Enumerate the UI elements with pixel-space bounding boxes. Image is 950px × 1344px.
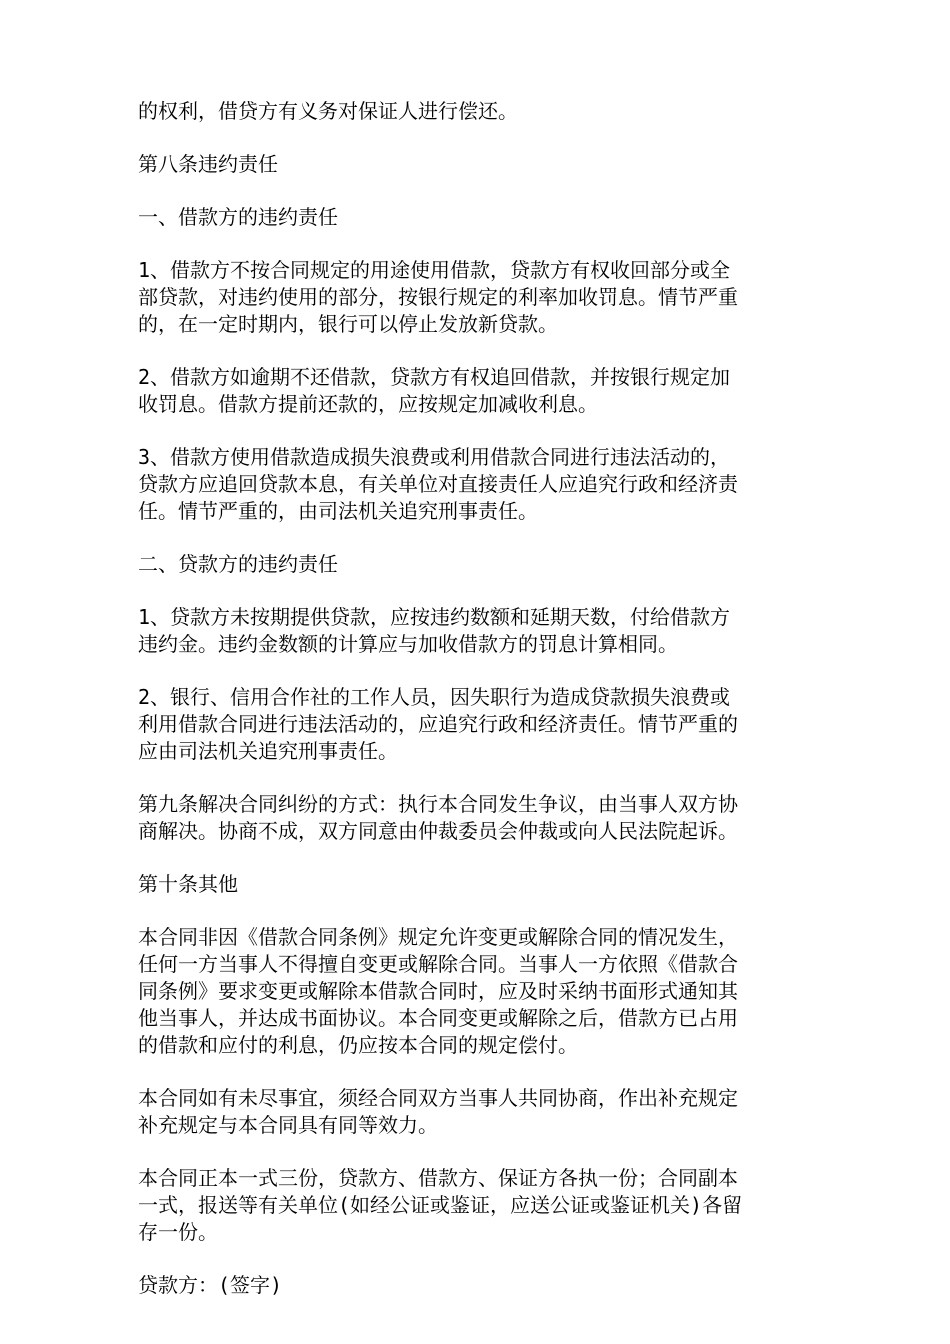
paragraph-line: 的权利，借贷方有义务对保证人进行偿还。 [138,99,518,123]
paragraph-line: 1、贷款方未按期提供贷款，应按违约数额和延期天数，付给借款方 [138,605,731,629]
document-paragraph [138,151,818,178]
document-paragraph [138,98,818,125]
paragraph-line: 本合同正本一式三份，贷款方、借款方、保证方各执一份；合同副本 [138,1166,738,1190]
paragraph-line: 3、借款方使用借款造成损失浪费或利用借款合同进行违法活动的， [138,445,731,469]
paragraph-line: 第八条违约责任 [138,152,278,176]
paragraph-line: 应由司法机关追究刑事责任。 [138,739,398,763]
paragraph-line: 任何一方当事人不得擅自变更或解除合同。当事人一方依照《借款合 [138,952,738,976]
document-paragraph [138,257,818,338]
paragraph-line: 1、借款方不按合同规定的用途使用借款，贷款方有权收回部分或全 [138,258,731,282]
paragraph-line: 违约金。违约金数额的计算应与加收借款方的罚息计算相同。 [138,632,678,656]
document-paragraph [138,871,818,898]
paragraph-line: 2、银行、信用合作社的工作人员，因失职行为造成贷款损失浪费或 [138,685,731,709]
paragraph-line: 一、借款方的违约责任 [138,205,338,229]
paragraph-line: 存一份。 [138,1220,218,1244]
paragraph-line: 一式，报送等有关单位(如经公证或鉴证，应送公证或鉴证机关)各留 [138,1193,743,1217]
document-paragraph [138,364,818,418]
paragraph-line: 第九条解决合同纠纷的方式：执行本合同发生争议，由当事人双方协 [138,792,738,816]
paragraph-line: 补充规定与本合同具有同等效力。 [138,1113,438,1137]
document-paragraph [138,1085,818,1139]
document-paragraph [138,551,818,578]
document-paragraph [138,604,818,658]
paragraph-line: 本合同非因《借款合同条例》规定允许变更或解除合同的情况发生， [138,925,738,949]
paragraph-line: 本合同如有未尽事宜，须经合同双方当事人共同协商，作出补充规定 [138,1086,738,1110]
paragraph-line: 的借款和应付的利息，仍应按本合同的规定偿付。 [138,1033,578,1057]
paragraph-line: 他当事人，并达成书面协议。本合同变更或解除之后，借款方已占用 [138,1006,738,1030]
paragraph-line: 部贷款，对违约使用的部分，按银行规定的利率加收罚息。情节严重 [138,285,738,309]
paragraph-line: 利用借款合同进行违法活动的，应追究行政和经济责任。情节严重的 [138,712,738,736]
document-paragraph [138,204,818,231]
document-page [138,98,818,1325]
paragraph-line: 贷款方：(签字) [138,1273,283,1297]
paragraph-line: 任。情节严重的，由司法机关追究刑事责任。 [138,499,538,523]
paragraph-line: 同条例》要求变更或解除本借款合同时，应及时采纳书面形式通知其 [138,979,738,1003]
paragraph-line: 二、贷款方的违约责任 [138,552,338,576]
document-paragraph [138,1272,818,1299]
document-paragraph [138,444,818,525]
paragraph-line: 贷款方应追回贷款本息，有关单位对直接责任人应追究行政和经济责 [138,472,738,496]
document-paragraph [138,1165,818,1246]
paragraph-line: 收罚息。借款方提前还款的，应按规定加减收利息。 [138,392,598,416]
paragraph-line: 的，在一定时期内，银行可以停止发放新贷款。 [138,312,558,336]
document-paragraph [138,924,818,1059]
paragraph-line: 商解决。协商不成，双方同意由仲裁委员会仲裁或向人民法院起诉。 [138,819,738,843]
paragraph-line: 第十条其他 [138,872,238,896]
document-paragraph [138,684,818,765]
paragraph-line: 2、借款方如逾期不还借款，贷款方有权追回借款，并按银行规定加 [138,365,731,389]
document-paragraph [138,791,818,845]
